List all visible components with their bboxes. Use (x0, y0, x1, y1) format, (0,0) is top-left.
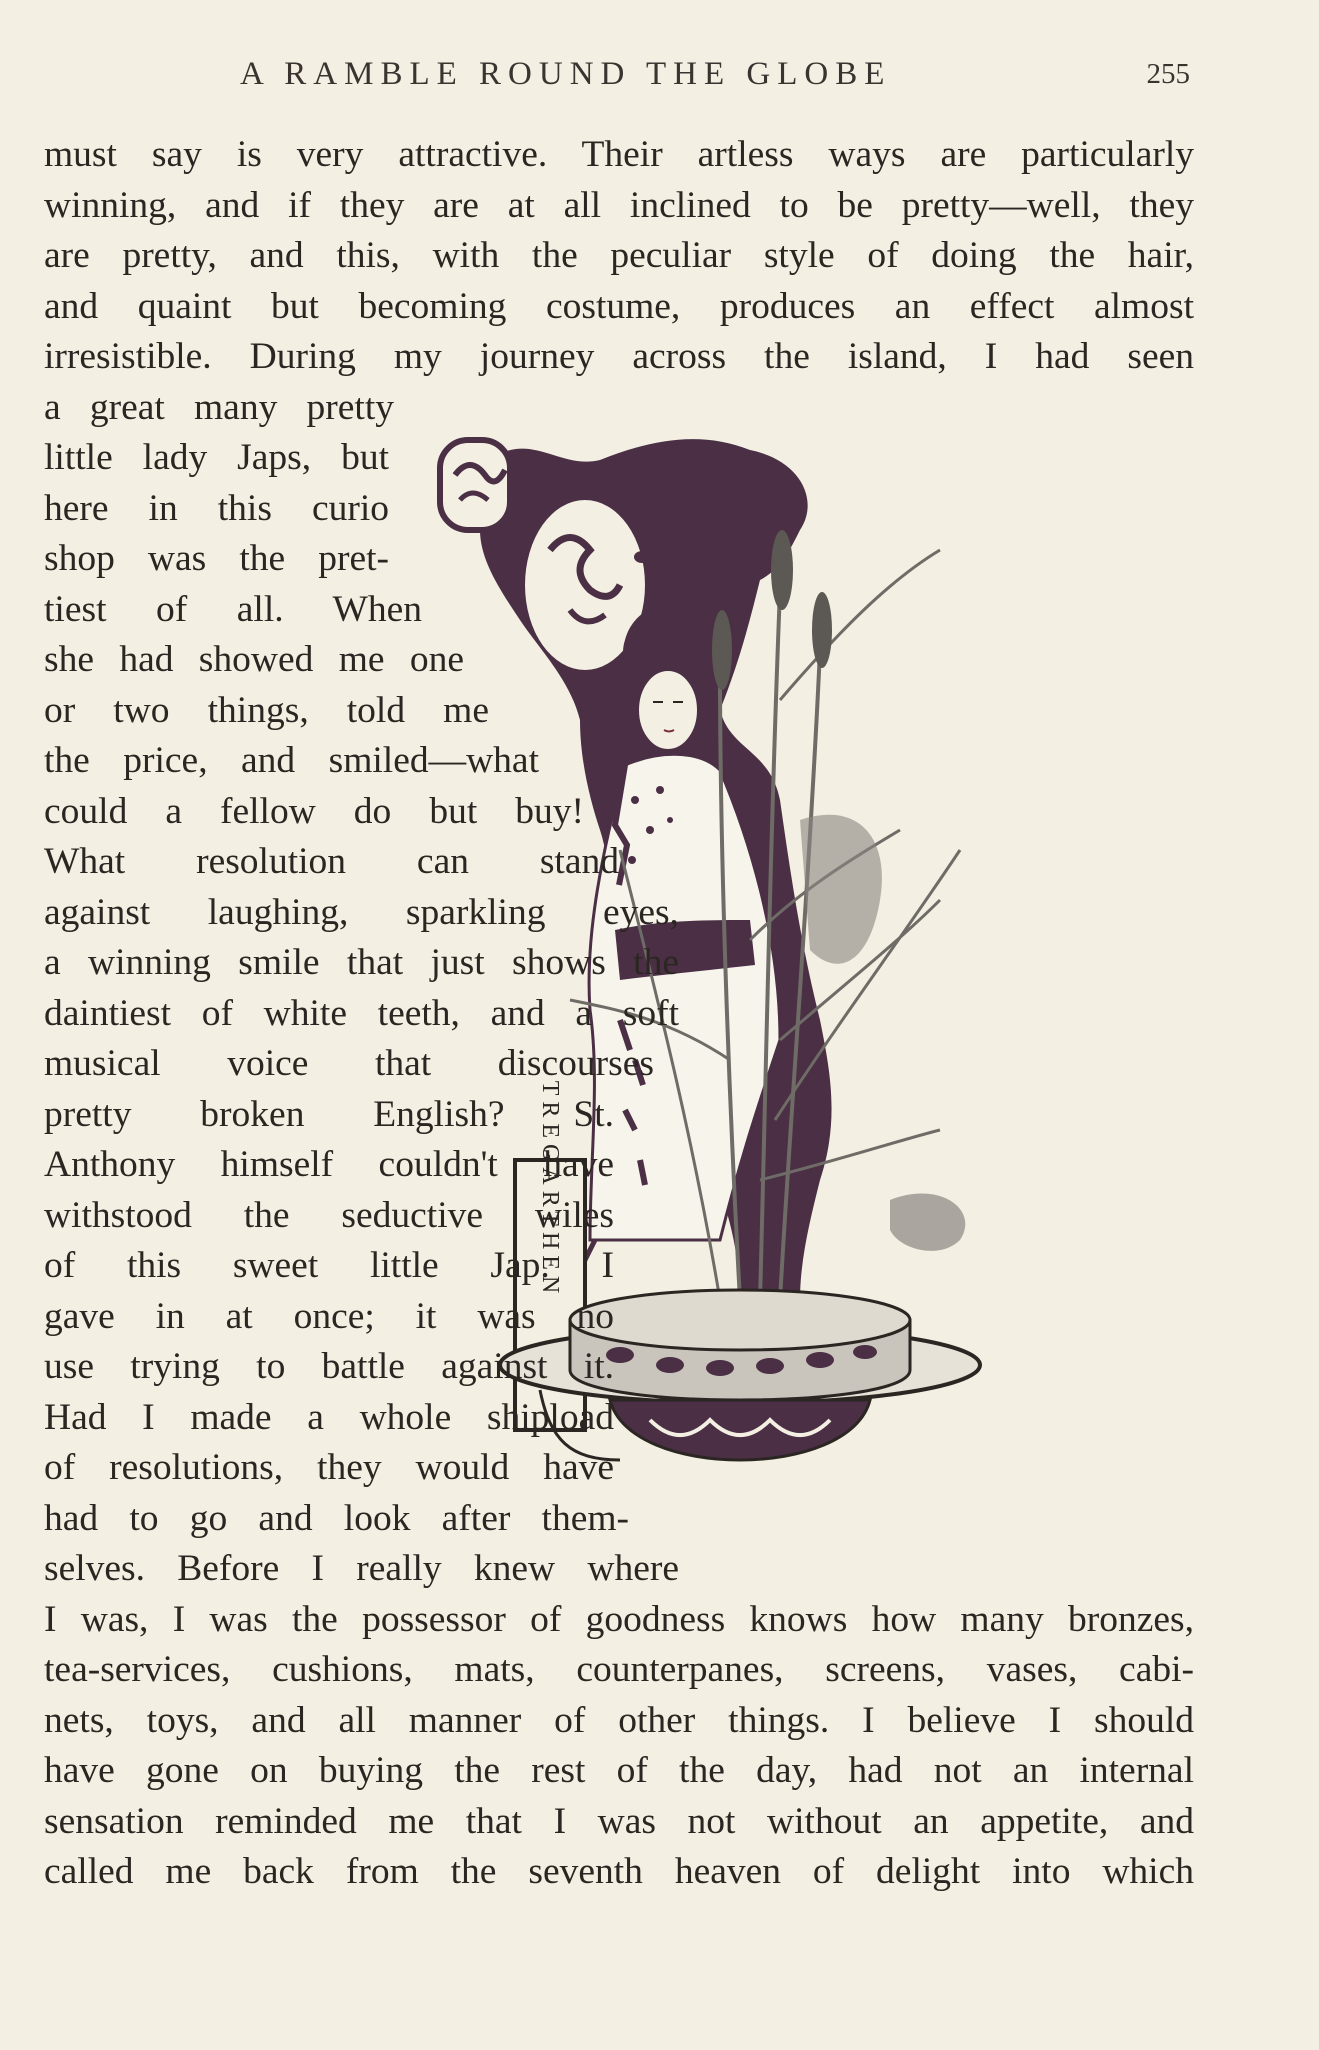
text-line: musical voice that discourses (44, 1043, 654, 1084)
text-line: against laughing, sparkling eyes, (44, 891, 679, 933)
text-line: have gone on buying the rest of the day, had not an internal (44, 1750, 1194, 1791)
signature: TREGARTHEN (537, 1080, 563, 1300)
text-line: of resolutions, they would have (44, 1447, 614, 1488)
text-line: must say is very attractive. Their artless ways are particularly (44, 134, 1194, 175)
text-line: little lady Japs, but (44, 437, 389, 478)
text-line: are pretty, and this, with the peculiar style of doing the hair, (44, 235, 1194, 276)
text-line: withstood the seductive wiles (44, 1194, 614, 1236)
page-header (240, 56, 1190, 100)
text-line: I was, I was the possessor of goodness knows how many bronzes, (44, 1598, 1194, 1640)
text-line: irresistible. During my journey across the island, I had seen (44, 336, 1194, 377)
text-line: a great many pretty (44, 386, 394, 428)
text-line: could a fellow do but buy! (44, 790, 584, 832)
text-line: the price, and smiled—what (44, 740, 539, 781)
text-line: or two things, told me (44, 689, 489, 731)
text-line: Had I made a whole shipload (44, 1396, 614, 1438)
text-line: What resolution can stand (44, 841, 619, 882)
text-line: here in this curio (44, 487, 389, 529)
text-line: nets, toys, and all manner of other things. I believe I should (44, 1699, 1194, 1741)
text-line: tiest of all. When (44, 588, 422, 630)
text-line: gave in at once; it was no (44, 1295, 614, 1337)
text-line: she had showed me one (44, 639, 464, 680)
text-line: had to go and look after them- (44, 1497, 629, 1539)
body-text (44, 130, 1194, 1898)
text-line: winning, and if they are at all inclined to be pretty—well, they (44, 184, 1194, 226)
text-line: Anthony himself couldn't have (44, 1144, 614, 1185)
text-line: use trying to battle against it. (44, 1346, 614, 1387)
text-line: daintiest of white teeth, and a soft (44, 992, 679, 1034)
text-line: tea-services, cushions, mats, counterpanes, screens, vases, cabi- (44, 1649, 1194, 1690)
text-line: selves. Before I really knew where (44, 1548, 679, 1589)
text-line: shop was the pret- (44, 538, 389, 579)
text-line: sensation reminded me that I was not without an appetite, and (44, 1800, 1194, 1842)
text-line: called me back from the seventh heaven of delight into which (44, 1851, 1194, 1892)
text-line: a winning smile that just shows the (44, 942, 679, 983)
text-line: pretty broken English? St. (44, 1093, 614, 1135)
page-number: 255 (1146, 58, 1190, 90)
running-title: A RAMBLE ROUND THE GLOBE (240, 56, 892, 92)
text-line: and quaint but becoming costume, produces an effect almost (44, 285, 1194, 327)
text-line: of this sweet little Jap. I (44, 1245, 614, 1286)
